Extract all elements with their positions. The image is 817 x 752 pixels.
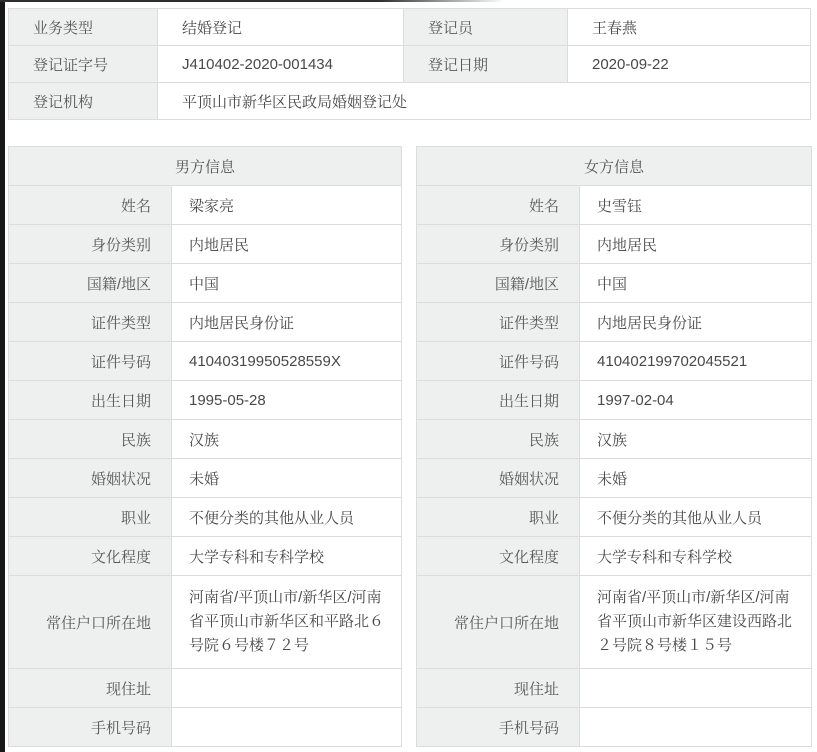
field-value: 中国 <box>172 264 402 303</box>
field-label: 国籍/地区 <box>9 264 172 303</box>
field-label: 出生日期 <box>417 381 580 420</box>
field-label: 业务类型 <box>9 9 158 46</box>
field-value: 未婚 <box>580 459 812 498</box>
field-label: 手机号码 <box>9 708 172 747</box>
table-row <box>9 498 402 537</box>
field-value <box>580 669 812 708</box>
field-value: 2020-09-22 <box>568 46 811 83</box>
field-value: 汉族 <box>172 420 402 459</box>
field-value <box>172 669 402 708</box>
field-label: 文化程度 <box>9 537 172 576</box>
field-label: 证件类型 <box>417 303 580 342</box>
field-value: 史雪钰 <box>580 186 812 225</box>
field-label: 登记员 <box>404 9 568 46</box>
table-header-row <box>9 147 402 186</box>
table-row <box>417 303 812 342</box>
field-label: 出生日期 <box>9 381 172 420</box>
field-label: 民族 <box>417 420 580 459</box>
table-row <box>9 537 402 576</box>
field-value: 不便分类的其他从业人员 <box>580 498 812 537</box>
field-label: 常住户口所在地 <box>9 576 172 669</box>
field-value: 41040319950528559X <box>172 342 402 381</box>
field-label: 婚姻状况 <box>417 459 580 498</box>
table-row <box>417 498 812 537</box>
field-label: 身份类别 <box>9 225 172 264</box>
table-row <box>9 420 402 459</box>
field-label: 姓名 <box>9 186 172 225</box>
field-value: 河南省/平顶山市/新华区/河南省平顶山市新华区和平路北６号院６号楼７２号 <box>172 576 402 669</box>
window-top-edge <box>0 0 505 2</box>
field-label: 登记日期 <box>404 46 568 83</box>
female-info-title: 女方信息 <box>417 147 812 186</box>
table-row <box>417 225 812 264</box>
table-row <box>9 381 402 420</box>
field-label: 婚姻状况 <box>9 459 172 498</box>
male-info-title: 男方信息 <box>9 147 402 186</box>
table-row <box>9 264 402 303</box>
field-value: 王春燕 <box>568 9 811 46</box>
table-row <box>417 459 812 498</box>
field-label: 常住户口所在地 <box>417 576 580 669</box>
field-label: 登记机构 <box>9 83 158 120</box>
table-row <box>9 576 402 669</box>
field-value <box>172 708 402 747</box>
field-label: 职业 <box>9 498 172 537</box>
table-row <box>9 186 402 225</box>
table-row <box>417 708 812 747</box>
table-row <box>9 9 811 46</box>
field-label: 国籍/地区 <box>417 264 580 303</box>
field-label: 文化程度 <box>417 537 580 576</box>
male-info-table <box>8 146 402 747</box>
female-info-table <box>416 146 812 747</box>
table-row <box>9 708 402 747</box>
field-value: 内地居民 <box>580 225 812 264</box>
field-label: 证件号码 <box>417 342 580 381</box>
field-label: 现住址 <box>417 669 580 708</box>
table-row <box>417 381 812 420</box>
table-row <box>9 303 402 342</box>
table-row <box>417 576 812 669</box>
field-value: 平顶山市新华区民政局婚姻登记处 <box>158 83 811 120</box>
table-row <box>9 83 811 120</box>
table-row <box>9 342 402 381</box>
window-left-edge <box>0 0 5 752</box>
field-label: 现住址 <box>9 669 172 708</box>
field-value: 汉族 <box>580 420 812 459</box>
field-value: 1995-05-28 <box>172 381 402 420</box>
registration-summary-table <box>8 8 811 120</box>
table-row <box>417 186 812 225</box>
field-label: 职业 <box>417 498 580 537</box>
field-value: 中国 <box>580 264 812 303</box>
table-header-row <box>417 147 812 186</box>
field-label: 民族 <box>9 420 172 459</box>
field-value <box>580 708 812 747</box>
person-info-section <box>8 146 810 747</box>
field-value: 内地居民身份证 <box>172 303 402 342</box>
field-value: 不便分类的其他从业人员 <box>172 498 402 537</box>
table-row <box>417 342 812 381</box>
table-row <box>9 225 402 264</box>
field-value: 未婚 <box>172 459 402 498</box>
table-row <box>417 669 812 708</box>
field-value: J410402-2020-001434 <box>158 46 404 83</box>
table-row <box>417 537 812 576</box>
field-label: 身份类别 <box>417 225 580 264</box>
table-row <box>9 669 402 708</box>
field-label: 手机号码 <box>417 708 580 747</box>
field-value: 大学专科和专科学校 <box>580 537 812 576</box>
field-label: 证件号码 <box>9 342 172 381</box>
marriage-registration-record <box>8 8 810 747</box>
table-row <box>417 420 812 459</box>
field-value: 梁家亮 <box>172 186 402 225</box>
field-value: 410402199702045521 <box>580 342 812 381</box>
table-row <box>9 459 402 498</box>
table-row <box>9 46 811 83</box>
field-value: 河南省/平顶山市/新华区/河南省平顶山市新华区建设西路北２号院８号楼１５号 <box>580 576 812 669</box>
field-value: 大学专科和专科学校 <box>172 537 402 576</box>
field-label: 姓名 <box>417 186 580 225</box>
field-value: 内地居民身份证 <box>580 303 812 342</box>
field-label: 登记证字号 <box>9 46 158 83</box>
field-value: 结婚登记 <box>158 9 404 46</box>
field-value: 内地居民 <box>172 225 402 264</box>
field-value: 1997-02-04 <box>580 381 812 420</box>
field-label: 证件类型 <box>9 303 172 342</box>
table-row <box>417 264 812 303</box>
